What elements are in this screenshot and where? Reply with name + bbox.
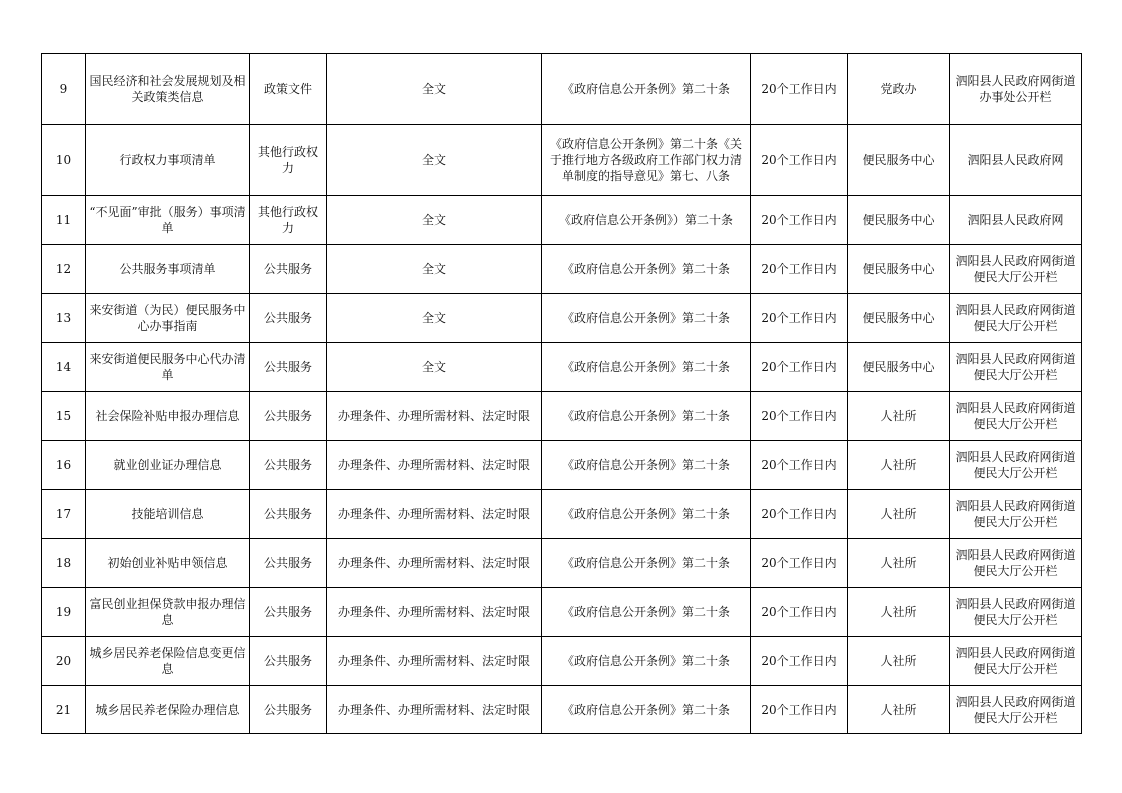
responsible-department: 党政办 xyxy=(848,54,950,125)
row-number: 11 xyxy=(42,196,86,245)
table-row xyxy=(42,245,1082,294)
table-body xyxy=(42,54,1082,734)
legal-basis: 《政府信息公开条例》）第二十条 xyxy=(542,196,751,245)
disclosure-channel: 泗阳县人民政府网街道便民大厅公开栏 xyxy=(950,686,1082,734)
time-limit: 20个工作日内 xyxy=(751,490,848,539)
disclosure-content: 全文 xyxy=(327,245,542,294)
row-number: 12 xyxy=(42,245,86,294)
row-number: 9 xyxy=(42,54,86,125)
info-category: 政策文件 xyxy=(250,54,327,125)
time-limit: 20个工作日内 xyxy=(751,54,848,125)
info-category: 公共服务 xyxy=(250,637,327,686)
disclosure-content: 办理条件、办理所需材料、法定时限 xyxy=(327,588,542,637)
disclosure-content: 全文 xyxy=(327,54,542,125)
disclosure-channel: 泗阳县人民政府网街道便民大厅公开栏 xyxy=(950,294,1082,343)
disclosure-content: 办理条件、办理所需材料、法定时限 xyxy=(327,637,542,686)
legal-basis: 《政府信息公开条例》第二十条《关于推行地方各级政府工作部门权力清单制度的指导意见》第七、八条 xyxy=(542,125,751,196)
table-row xyxy=(42,490,1082,539)
responsible-department: 人社所 xyxy=(848,392,950,441)
row-number: 13 xyxy=(42,294,86,343)
disclosure-channel: 泗阳县人民政府网街道便民大厅公开栏 xyxy=(950,441,1082,490)
time-limit: 20个工作日内 xyxy=(751,637,848,686)
legal-basis: 《政府信息公开条例》第二十条 xyxy=(542,54,751,125)
table-row xyxy=(42,686,1082,734)
info-category: 公共服务 xyxy=(250,686,327,734)
responsible-department: 便民服务中心 xyxy=(848,245,950,294)
info-name: 来安街道便民服务中心代办清单 xyxy=(86,343,250,392)
info-category: 公共服务 xyxy=(250,539,327,588)
disclosure-channel: 泗阳县人民政府网街道便民大厅公开栏 xyxy=(950,588,1082,637)
disclosure-content: 全文 xyxy=(327,196,542,245)
row-number: 18 xyxy=(42,539,86,588)
info-category: 公共服务 xyxy=(250,441,327,490)
info-name: 行政权力事项清单 xyxy=(86,125,250,196)
info-name: 公共服务事项清单 xyxy=(86,245,250,294)
time-limit: 20个工作日内 xyxy=(751,392,848,441)
table-row xyxy=(42,588,1082,637)
disclosure-content: 办理条件、办理所需材料、法定时限 xyxy=(327,686,542,734)
row-number: 19 xyxy=(42,588,86,637)
responsible-department: 人社所 xyxy=(848,539,950,588)
table-row xyxy=(42,539,1082,588)
time-limit: 20个工作日内 xyxy=(751,125,848,196)
legal-basis: 《政府信息公开条例》第二十条 xyxy=(542,392,751,441)
info-category: 公共服务 xyxy=(250,392,327,441)
legal-basis: 《政府信息公开条例》第二十条 xyxy=(542,588,751,637)
disclosure-channel: 泗阳县人民政府网街道办事处公开栏 xyxy=(950,54,1082,125)
legal-basis: 《政府信息公开条例》第二十条 xyxy=(542,245,751,294)
disclosure-content: 办理条件、办理所需材料、法定时限 xyxy=(327,392,542,441)
info-name: 技能培训信息 xyxy=(86,490,250,539)
disclosure-catalog-table xyxy=(41,53,1082,734)
info-name: 就业创业证办理信息 xyxy=(86,441,250,490)
disclosure-content: 全文 xyxy=(327,125,542,196)
legal-basis: 《政府信息公开条例》第二十条 xyxy=(542,686,751,734)
info-name: 富民创业担保贷款申报办理信息 xyxy=(86,588,250,637)
time-limit: 20个工作日内 xyxy=(751,196,848,245)
row-number: 14 xyxy=(42,343,86,392)
row-number: 10 xyxy=(42,125,86,196)
table-row xyxy=(42,441,1082,490)
info-name: 城乡居民养老保险信息变更信息 xyxy=(86,637,250,686)
responsible-department: 人社所 xyxy=(848,490,950,539)
disclosure-content: 全文 xyxy=(327,294,542,343)
time-limit: 20个工作日内 xyxy=(751,245,848,294)
legal-basis: 《政府信息公开条例》第二十条 xyxy=(542,441,751,490)
row-number: 15 xyxy=(42,392,86,441)
disclosure-content: 办理条件、办理所需材料、法定时限 xyxy=(327,441,542,490)
disclosure-content: 办理条件、办理所需材料、法定时限 xyxy=(327,490,542,539)
responsible-department: 人社所 xyxy=(848,686,950,734)
info-category: 公共服务 xyxy=(250,245,327,294)
responsible-department: 便民服务中心 xyxy=(848,125,950,196)
legal-basis: 《政府信息公开条例》第二十条 xyxy=(542,343,751,392)
time-limit: 20个工作日内 xyxy=(751,343,848,392)
disclosure-channel: 泗阳县人民政府网街道便民大厅公开栏 xyxy=(950,392,1082,441)
row-number: 17 xyxy=(42,490,86,539)
table-row xyxy=(42,196,1082,245)
info-category: 公共服务 xyxy=(250,343,327,392)
table-row xyxy=(42,54,1082,125)
time-limit: 20个工作日内 xyxy=(751,441,848,490)
info-name: 初始创业补贴申领信息 xyxy=(86,539,250,588)
time-limit: 20个工作日内 xyxy=(751,539,848,588)
row-number: 20 xyxy=(42,637,86,686)
info-category: 公共服务 xyxy=(250,490,327,539)
info-name: 城乡居民养老保险办理信息 xyxy=(86,686,250,734)
legal-basis: 《政府信息公开条例》第二十条 xyxy=(542,637,751,686)
info-category: 其他行政权力 xyxy=(250,196,327,245)
info-name: 来安街道（为民）便民服务中心办事指南 xyxy=(86,294,250,343)
responsible-department: 人社所 xyxy=(848,588,950,637)
disclosure-content: 办理条件、办理所需材料、法定时限 xyxy=(327,539,542,588)
info-name: “不见面”审批（服务）事项清单 xyxy=(86,196,250,245)
info-name: 国民经济和社会发展规划及相关政策类信息 xyxy=(86,54,250,125)
responsible-department: 便民服务中心 xyxy=(848,294,950,343)
responsible-department: 人社所 xyxy=(848,637,950,686)
disclosure-channel: 泗阳县人民政府网街道便民大厅公开栏 xyxy=(950,490,1082,539)
disclosure-channel: 泗阳县人民政府网 xyxy=(950,125,1082,196)
info-category: 公共服务 xyxy=(250,588,327,637)
table-row xyxy=(42,343,1082,392)
disclosure-channel: 泗阳县人民政府网街道便民大厅公开栏 xyxy=(950,343,1082,392)
info-category: 其他行政权力 xyxy=(250,125,327,196)
time-limit: 20个工作日内 xyxy=(751,686,848,734)
disclosure-channel: 泗阳县人民政府网街道便民大厅公开栏 xyxy=(950,539,1082,588)
responsible-department: 便民服务中心 xyxy=(848,343,950,392)
row-number: 16 xyxy=(42,441,86,490)
table-row xyxy=(42,294,1082,343)
legal-basis: 《政府信息公开条例》第二十条 xyxy=(542,490,751,539)
disclosure-content: 全文 xyxy=(327,343,542,392)
responsible-department: 便民服务中心 xyxy=(848,196,950,245)
row-number: 21 xyxy=(42,686,86,734)
table-row xyxy=(42,392,1082,441)
disclosure-channel: 泗阳县人民政府网街道便民大厅公开栏 xyxy=(950,637,1082,686)
responsible-department: 人社所 xyxy=(848,441,950,490)
info-name: 社会保险补贴申报办理信息 xyxy=(86,392,250,441)
info-category: 公共服务 xyxy=(250,294,327,343)
disclosure-channel: 泗阳县人民政府网 xyxy=(950,196,1082,245)
time-limit: 20个工作日内 xyxy=(751,588,848,637)
legal-basis: 《政府信息公开条例》第二十条 xyxy=(542,294,751,343)
legal-basis: 《政府信息公开条例》第二十条 xyxy=(542,539,751,588)
table-row xyxy=(42,637,1082,686)
time-limit: 20个工作日内 xyxy=(751,294,848,343)
table-row xyxy=(42,125,1082,196)
disclosure-channel: 泗阳县人民政府网街道便民大厅公开栏 xyxy=(950,245,1082,294)
